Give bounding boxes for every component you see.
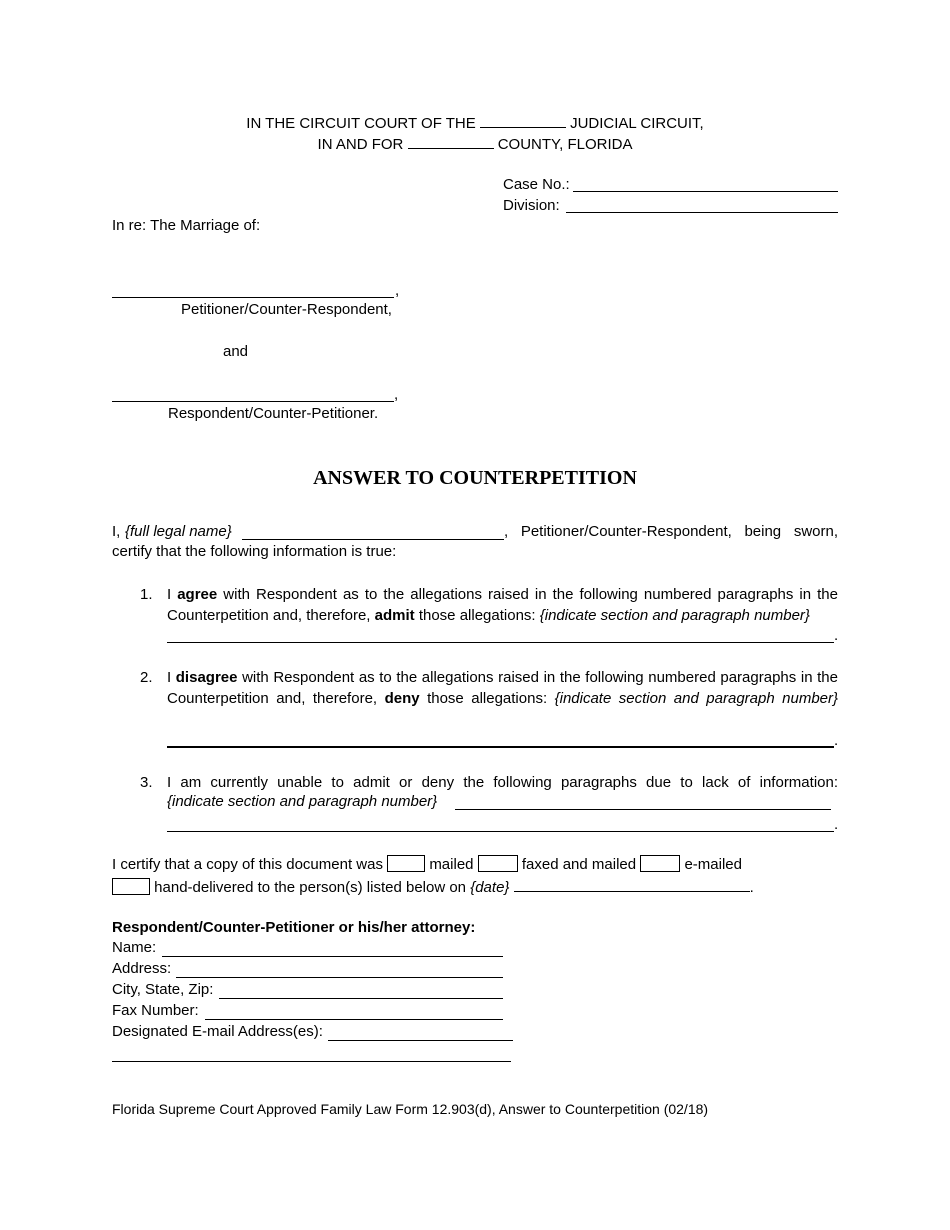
item-2-period: . [834,732,839,749]
city-state-zip-field[interactable] [219,998,503,999]
case-no-field[interactable] [573,191,838,192]
full-name-hint: {full legal name} [125,523,232,540]
item-2-number: 2. [140,669,153,686]
item-1-answer-field[interactable] [167,642,834,643]
intro-i: I, [112,523,121,540]
item-1-period: . [834,627,839,644]
court-circuit-line: IN THE CIRCUIT COURT OF THE JUDICIAL CIRCUIT, [0,112,950,134]
respondent-label: Respondent/Counter-Petitioner. [168,405,379,422]
intro-certify-text: certify that the following information is true: [112,543,397,560]
form-footer: Florida Supreme Court Approved Family Law Form 12.903(d), Answer to Counterpetition (02/18) [112,1101,709,1117]
email-field-1[interactable] [328,1040,513,1041]
respondent-comma: , [394,386,399,403]
name-field[interactable] [162,956,503,957]
faxed-checkbox[interactable] [478,855,518,872]
item-3-period: . [834,816,839,833]
item-3-hint: {indicate section and paragraph number} [167,793,438,810]
full-legal-name-field[interactable] [242,539,504,540]
certify-line-2: hand-delivered to the person(s) listed below on {date} . [112,876,754,898]
item-3-number: 3. [140,774,153,791]
petitioner-label: Petitioner/Counter-Respondent, [181,301,392,318]
court-county-line: IN AND FOR COUNTY, FLORIDA [0,133,950,155]
fax-number-label: Fax Number: [112,1002,199,1019]
form-title: ANSWER TO COUNTERPETITION [313,467,637,489]
name-label: Name: [112,939,157,956]
respondent-name-field[interactable] [112,401,394,402]
item-1-number: 1. [140,586,153,603]
hand-delivered-checkbox[interactable] [112,878,150,895]
division-label: Division: [503,197,560,214]
item-2-text: I disagree with Respondent as to the allegations raised in the following numbered paragraphs in the Counterpetition and, therefore, deny those allegations: {indicate section and paragraph number} [167,669,838,707]
address-field[interactable] [176,977,503,978]
division-field[interactable] [566,212,838,213]
intro-role-text: , Petitioner/Counter-Respondent, being sworn, [504,523,838,540]
county-field[interactable] [408,133,494,149]
item-3-text: I am currently unable to admit or deny the following paragraphs due to lack of information: [167,774,838,791]
fax-number-field[interactable] [205,1019,503,1020]
item-3-answer-field-1[interactable] [455,809,831,810]
address-label: Address: [112,960,172,977]
in-re-label: In re: The Marriage of: [112,217,261,234]
case-no-label: Case No.: [503,176,570,193]
email-field-2[interactable] [112,1061,511,1062]
mailed-checkbox[interactable] [387,855,425,872]
item-2-answer-field[interactable] [167,746,834,748]
item-3-answer-field-2[interactable] [167,831,834,832]
certify-line-1: I certify that a copy of this document was mailed faxed and mailed e-mailed [112,856,742,873]
emailed-checkbox[interactable] [640,855,680,872]
and-label: and [223,343,249,360]
service-date-field[interactable] [514,876,750,892]
item-1-text: I agree with Respondent as to the allegations raised in the following numbered paragraphs in the Counterpetition and, therefore, admit those allegations: {indicate section and paragraph number} [167,586,838,624]
email-label: Designated E-mail Address(es): [112,1023,323,1040]
service-heading: Respondent/Counter-Petitioner or his/her attorney: [112,919,476,936]
petitioner-name-field[interactable] [112,297,394,298]
petitioner-comma: , [395,282,400,299]
circuit-number-field[interactable] [480,112,566,128]
city-state-zip-label: City, State, Zip: [112,981,214,998]
